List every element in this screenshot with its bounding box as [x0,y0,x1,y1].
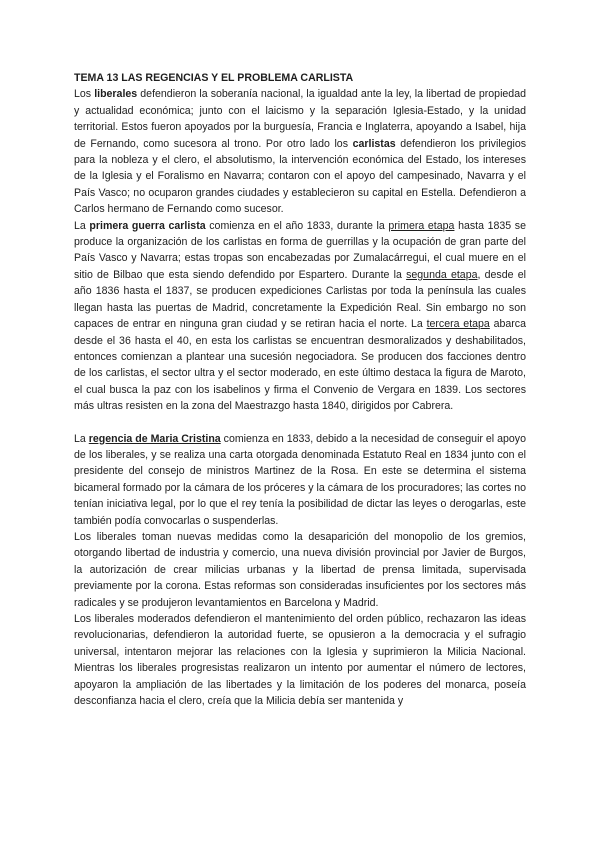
term-carlistas: carlistas [352,137,396,150]
document-title: TEMA 13 LAS REGENCIAS Y EL PROBLEMA CARLISTA [74,72,354,84]
text-run: abarca desde el 36 hasta el 40, en esta los carlistas se encuentran desmoralizados y deshabilitados, entonces comienzan a plantear una sucesión negociadora. Se producen dos facciones dentro de los carlistas, el sector ultra y el sector moderado, en este último destaca la figura de Maroto, el cual busca la paz con los isabelinos y firma el Convenio de Vergara en 1839. Los sectores más ultras resisten en la zona del Maestrazgo hasta 1840, dirigidos por Cabrera. [74,318,526,413]
paragraph-liberales-carlistas [74,86,526,217]
term-primera-guerra-carlista: primera guerra carlista [89,219,206,232]
term-segunda-etapa: segunda etapa [406,268,478,281]
paragraph-medidas-liberales: Los liberales toman nuevas medidas como la desaparición del monopolio de los gremios, otorgando libertad de industria y comercio, una nueva división provincial por Javier de Burgos, la autorización de crear milicias urbanas y la libertad de prensa limitada, supervisada previamente por la corona. Estas reformas son consideradas insuficientes por los sectores más radicales y se produjeron levantamientos en Barcelona y Madrid. [74,530,526,609]
text-run: defendieron la soberanía nacional, la igualdad ante la ley, la libertad de propiedad y actualidad económica; junto con el laicismo y la separación Iglesia-Estado, y la unidad territorial. Estos fueron apoyados por la burguesía, Francia e Inglaterra, apoyando a Isabel, hija de Fernando, como sucesora al trono. Por otro lado los [74,88,526,150]
paragraph-regencia [74,431,526,529]
term-tercera-etapa: tercera etapa [426,318,490,331]
paragraph-gap [74,415,526,431]
text-run: Los [74,88,95,101]
text-run: comienza en el año 1833, durante la [205,219,389,232]
paragraph-moderados-progresistas: Los liberales moderados defendieron el mantenimiento del orden público, rechazaron las ideas revolucionarias, defendieron la autoridad fuerte, se opusieron a la democracia y el sufragio universal, intentaron mejorar las relaciones con la Iglesia y suprimieron la Milicia Nacional. Mientras los liberales progresistas realizaron un intento por aumentar el número de lectores, apoyaron la ampliación de las libertades y la limitación de los poderes del monarca, poseía desconfianza hacia el clero, creía que la Milicia debía ser mantenida y [74,613,526,708]
text-run: comienza en 1833, debido a la necesidad de conseguir el apoyo de los liberales, y se realiza una carta otorgada denominada Estatuto Real en 1834 junto con el presidente del consejo de ministros Martinez de la Rosa. En este se determina el sistema bicameral formado por la cámara de los próceres y la cámara de los procuradores; las cortes no tenían iniciativa legal, por lo que el rey tenía la posibilidad de dictar las leyes o derogarlas, este también podía convocarlas o suspenderlas. [74,432,526,527]
text-run: defendieron los privilegios para la nobleza y el clero, el absolutismo, la intervención económica del Estado, los intereses de la Iglesia y el Foralismo en Navarra; contaron con el apoyo del campesinado, Navarra y el País Vasco; no ocuparon grandes ciudades y establecieron su capital en Estella. Defendieron a Carlos hermano de Fernando como sucesor. [74,137,527,216]
text-run: hasta 1835 se produce la organización de los carlistas en forma de guerrillas y la ocupación de gran parte del País Vasco y Navarra; estas tropas son encabezadas por Zumalacárregui, el cual muere en el sitio de Bilbao que esta siendo defendido por Espartero. Durante la [74,219,526,281]
term-liberales: liberales [94,88,138,101]
text-run: La [74,219,90,232]
paragraph-primera-guerra [74,218,526,415]
text-run: , desde el año 1836 hasta el 1837, se producen expediciones Carlistas por toda la península las cuales llegan hasta las puertas de Madrid, concretamente la Expedición Real. Sin embargo no son capaces de entrar en ninguna gran ciudad y se retiran hacia el norte. La [74,268,526,331]
term-regencia-maria-cristina: regencia de Maria Cristina [88,432,221,445]
text-run: La [74,432,89,445]
document-page [74,70,526,709]
term-primera-etapa: primera etapa [388,219,455,232]
